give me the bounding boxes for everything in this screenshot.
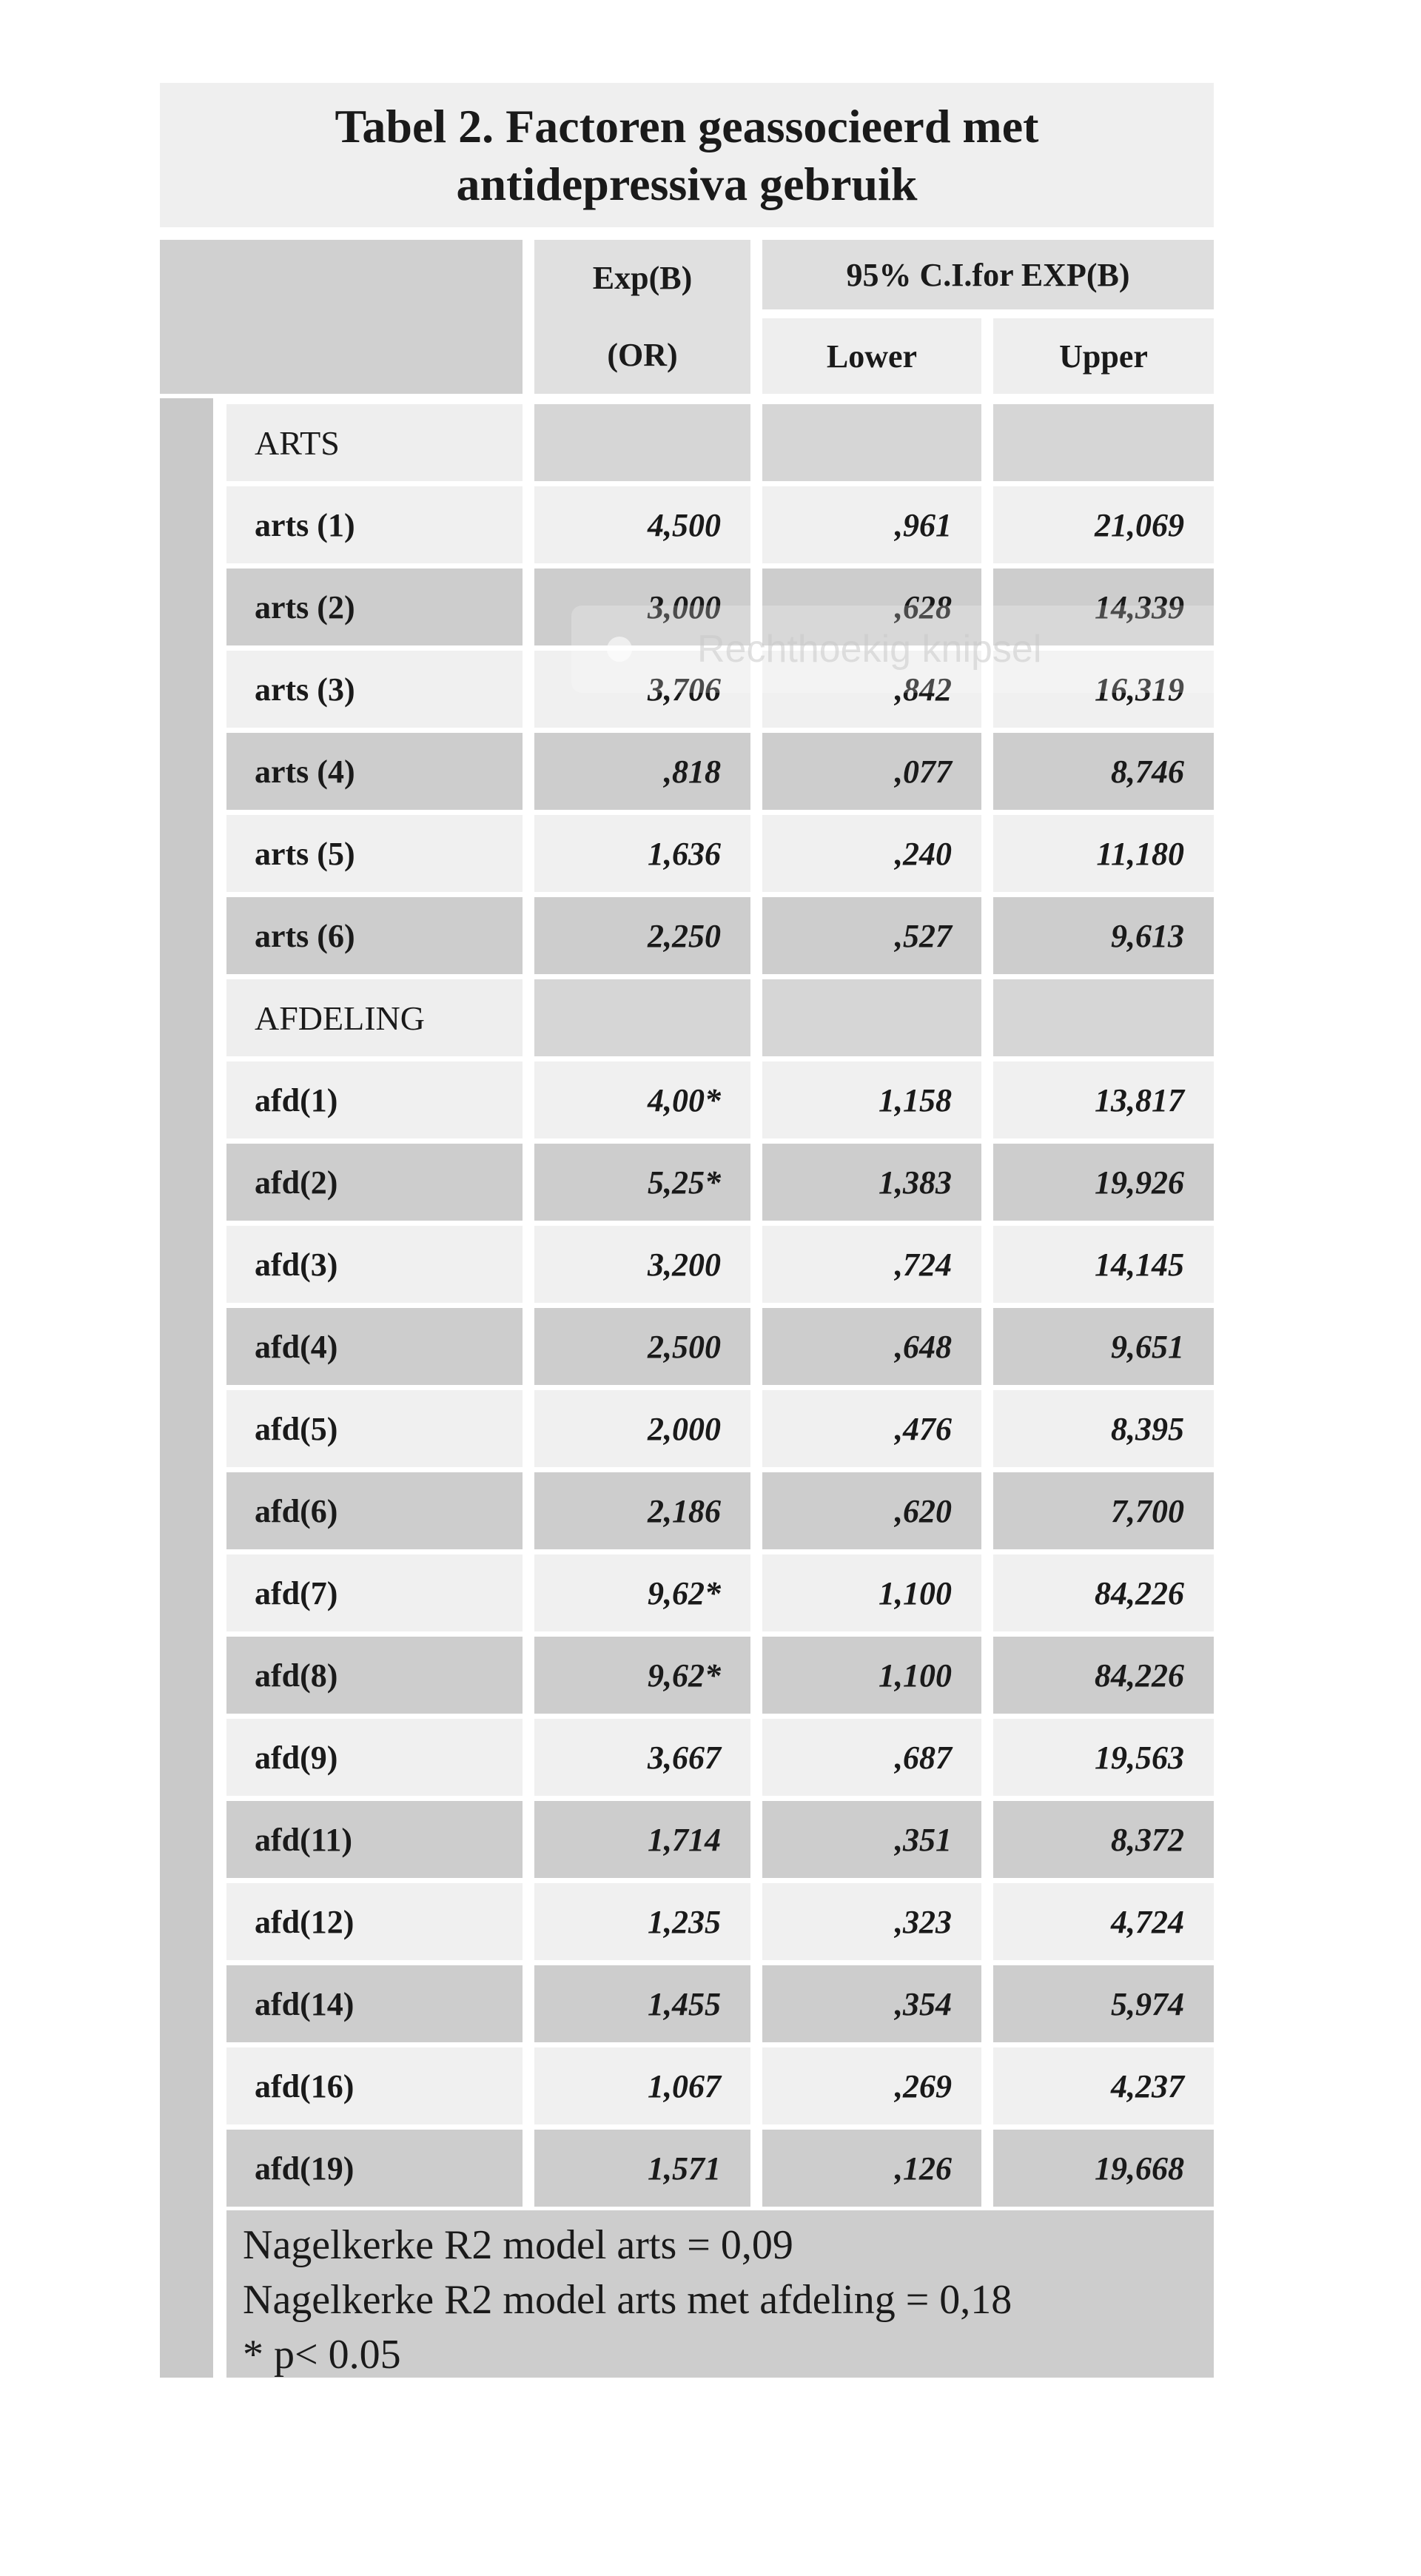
row-label: afd(16) (226, 2047, 523, 2124)
row-label: afd(14) (226, 1965, 523, 2042)
row-label: afd(5) (226, 1390, 523, 1467)
cell-upper: 7,700 (993, 1472, 1214, 1549)
cell-lower (762, 404, 981, 481)
row-label: afd(8) (226, 1637, 523, 1714)
note-r2-arts-afdeling: Nagelkerke R2 model arts met afdeling = 0,18 (243, 2277, 1012, 2323)
cell-upper: 14,145 (993, 1226, 1214, 1303)
cell-exp-b: 9,62* (534, 1637, 750, 1714)
cell-exp-b: 4,00* (534, 1061, 750, 1138)
cell-upper: 84,226 (993, 1554, 1214, 1631)
cell-exp-b: 3,667 (534, 1719, 750, 1796)
cell-lower: ,648 (762, 1308, 981, 1385)
header-confidence-interval: 95% C.I.for EXP(B) (762, 240, 1214, 309)
note-significance: * p< 0.05 (243, 2332, 401, 2378)
cell-exp-b: 1,235 (534, 1883, 750, 1960)
row-label: afd(11) (226, 1801, 523, 1878)
row-label: afd(6) (226, 1472, 523, 1549)
cell-exp-b: 3,000 (534, 568, 750, 645)
cell-upper: 13,817 (993, 1061, 1214, 1138)
cell-upper: 9,613 (993, 897, 1214, 974)
cell-lower: ,724 (762, 1226, 981, 1303)
cell-lower: ,240 (762, 815, 981, 892)
row-label: ARTS (226, 404, 523, 481)
note-r2-arts: Nagelkerke R2 model arts = 0,09 (243, 2222, 793, 2268)
cell-exp-b: 1,455 (534, 1965, 750, 2042)
cell-lower: ,687 (762, 1719, 981, 1796)
cell-exp-b (534, 979, 750, 1056)
row-label: arts (1) (226, 486, 523, 563)
row-label: afd(1) (226, 1061, 523, 1138)
row-label: afd(7) (226, 1554, 523, 1631)
cell-lower: 1,383 (762, 1144, 981, 1221)
cell-lower: ,323 (762, 1883, 981, 1960)
header-lower: Lower (762, 318, 981, 394)
table-title (160, 83, 1214, 227)
cell-lower: ,354 (762, 1965, 981, 2042)
row-group-side-bar (160, 398, 213, 2378)
cell-upper: 16,319 (993, 651, 1214, 728)
cell-exp-b: 5,25* (534, 1144, 750, 1221)
cell-upper: 14,339 (993, 568, 1214, 645)
row-label: afd(19) (226, 2130, 523, 2207)
watermark-label: Rechthoekig knipsel (697, 628, 1042, 671)
cell-exp-b: 2,250 (534, 897, 750, 974)
row-label: arts (6) (226, 897, 523, 974)
snip-mode-icon (607, 637, 632, 662)
cell-lower: 1,158 (762, 1061, 981, 1138)
cell-lower: ,126 (762, 2130, 981, 2207)
cell-upper (993, 404, 1214, 481)
row-label: AFDELING (226, 979, 523, 1056)
header-corner-cell (160, 240, 523, 394)
header-exp-b-line-1: Exp(B) (592, 260, 693, 296)
cell-exp-b: 1,571 (534, 2130, 750, 2207)
cell-exp-b: 2,186 (534, 1472, 750, 1549)
cell-upper: 8,372 (993, 1801, 1214, 1878)
row-label: afd(9) (226, 1719, 523, 1796)
cell-exp-b: 2,500 (534, 1308, 750, 1385)
cell-upper: 8,395 (993, 1390, 1214, 1467)
cell-exp-b: ,818 (534, 733, 750, 810)
cell-upper: 19,668 (993, 2130, 1214, 2207)
cell-upper: 19,563 (993, 1719, 1214, 1796)
cell-lower: ,527 (762, 897, 981, 974)
cell-lower: ,269 (762, 2047, 981, 2124)
cell-upper: 4,237 (993, 2047, 1214, 2124)
row-label: arts (2) (226, 568, 523, 645)
cell-upper: 19,926 (993, 1144, 1214, 1221)
cell-upper (993, 979, 1214, 1056)
table-title-line-2: antidepressiva gebruik (456, 157, 918, 210)
cell-lower (762, 979, 981, 1056)
cell-exp-b: 9,62* (534, 1554, 750, 1631)
cell-exp-b: 1,636 (534, 815, 750, 892)
cell-lower: 1,100 (762, 1637, 981, 1714)
cell-exp-b: 1,714 (534, 1801, 750, 1878)
cell-exp-b: 3,200 (534, 1226, 750, 1303)
header-exp-b-line-2: (OR) (607, 337, 678, 373)
cell-lower: ,620 (762, 1472, 981, 1549)
table-notes (226, 2210, 1214, 2378)
cell-lower: ,476 (762, 1390, 981, 1467)
cell-lower: ,842 (762, 651, 981, 728)
cell-lower: ,077 (762, 733, 981, 810)
table-title-line-1: Tabel 2. Factoren geassocieerd met (335, 99, 1039, 152)
cell-upper: 4,724 (993, 1883, 1214, 1960)
cell-upper: 8,746 (993, 733, 1214, 810)
cell-upper: 11,180 (993, 815, 1214, 892)
row-label: afd(2) (226, 1144, 523, 1221)
row-label: afd(12) (226, 1883, 523, 1960)
header-upper: Upper (993, 318, 1214, 394)
row-label: afd(3) (226, 1226, 523, 1303)
header-exp-b (534, 240, 750, 394)
row-label: afd(4) (226, 1308, 523, 1385)
cell-lower: ,628 (762, 568, 981, 645)
cell-exp-b: 4,500 (534, 486, 750, 563)
cell-upper: 21,069 (993, 486, 1214, 563)
cell-upper: 9,651 (993, 1308, 1214, 1385)
cell-exp-b (534, 404, 750, 481)
snip-tool-watermark (571, 606, 1421, 693)
cell-lower: ,961 (762, 486, 981, 563)
cell-exp-b: 2,000 (534, 1390, 750, 1467)
row-label: arts (5) (226, 815, 523, 892)
cell-upper: 84,226 (993, 1637, 1214, 1714)
cell-upper: 5,974 (993, 1965, 1214, 2042)
cell-lower: ,351 (762, 1801, 981, 1878)
cell-exp-b: 1,067 (534, 2047, 750, 2124)
cell-exp-b: 3,706 (534, 651, 750, 728)
cell-lower: 1,100 (762, 1554, 981, 1631)
row-label: arts (3) (226, 651, 523, 728)
row-label: arts (4) (226, 733, 523, 810)
